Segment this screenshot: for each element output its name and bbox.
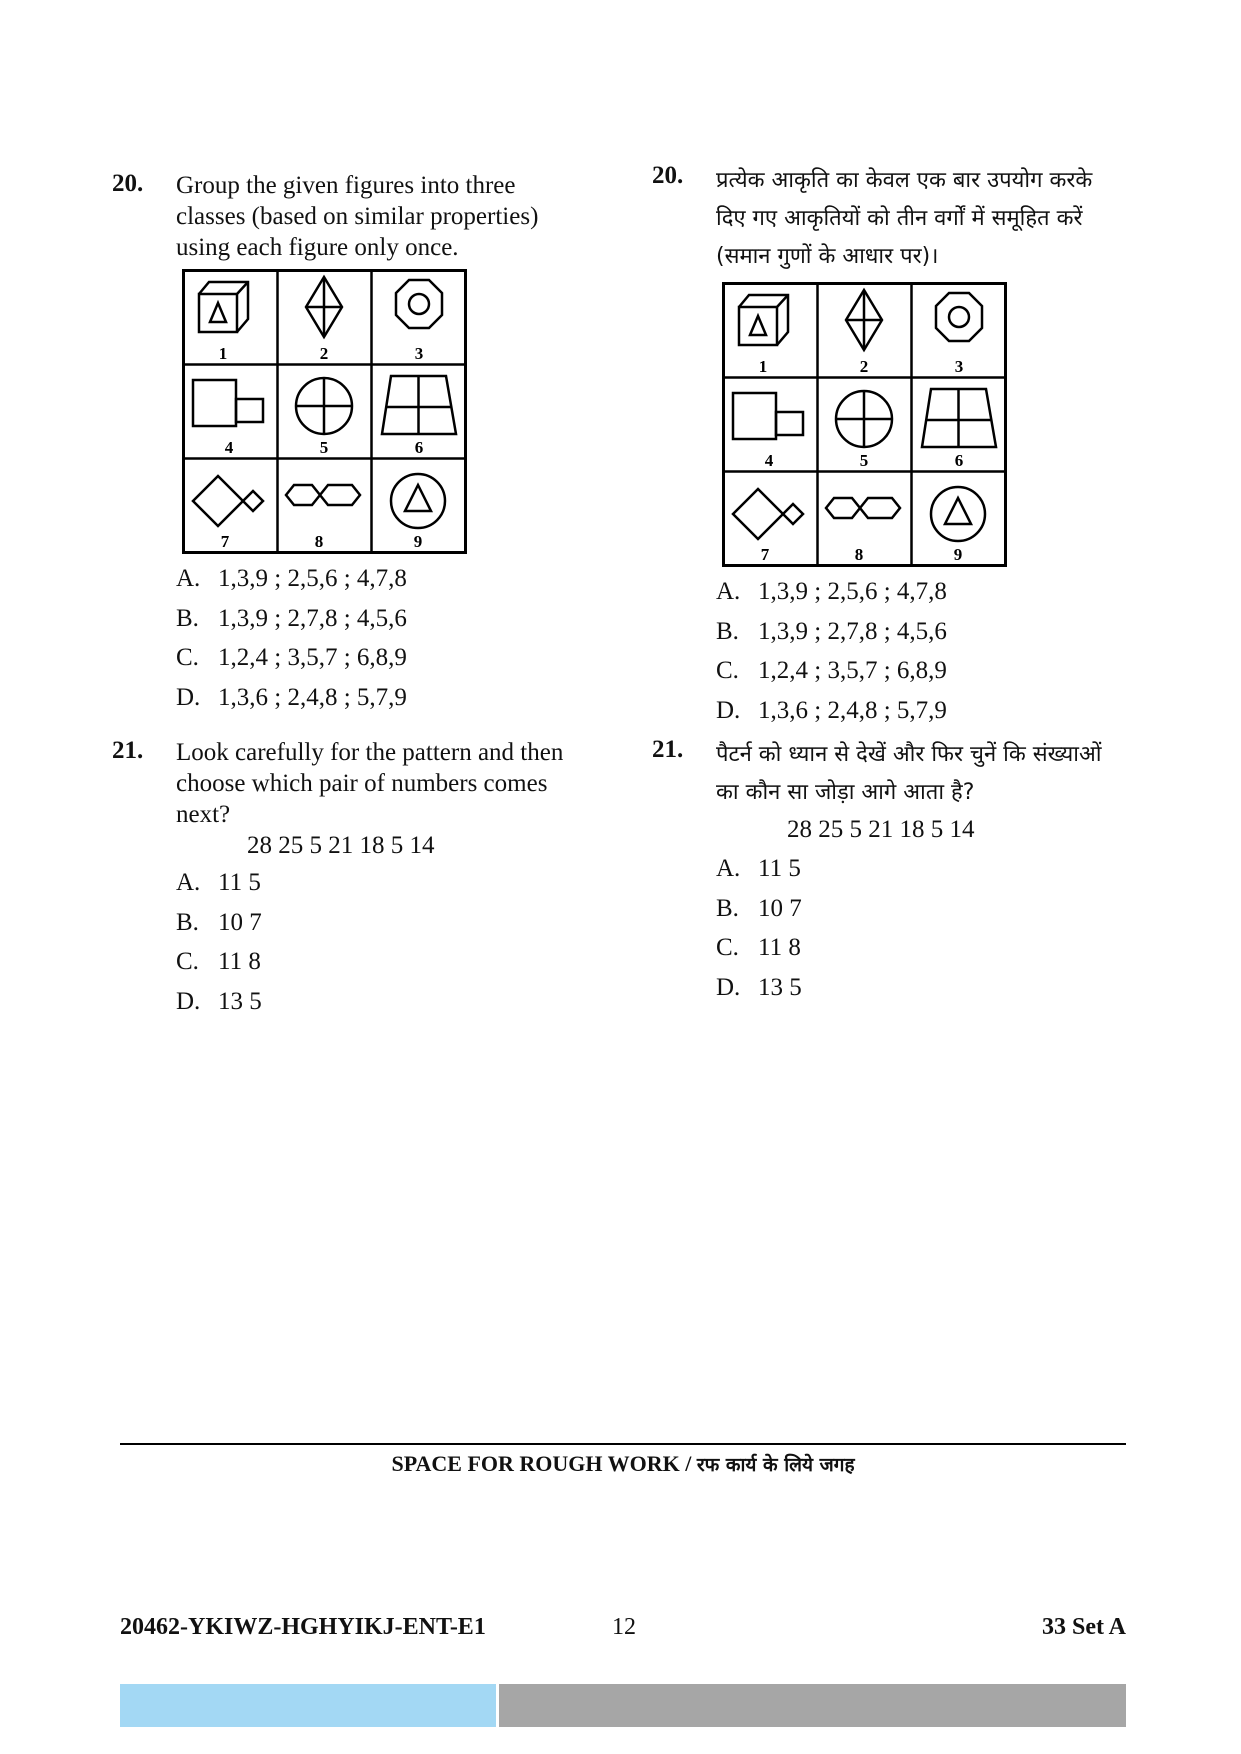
option-c[interactable]: C. 1,2,4 ; 3,5,7 ; 6,8,9 (176, 644, 407, 671)
question-line: Group the given figures into three (176, 172, 516, 199)
option-a[interactable]: A. 11 5 (716, 855, 801, 882)
option-a[interactable]: A. 1,3,9 ; 2,5,6 ; 4,7,8 (716, 578, 947, 605)
options-list (716, 849, 1132, 1007)
options-list (716, 572, 1132, 730)
option-d[interactable]: D. 1,3,6 ; 2,4,8 ; 5,7,9 (716, 696, 947, 724)
question-text (176, 737, 612, 830)
question-text (716, 162, 1132, 276)
question-text (716, 736, 1132, 812)
question-21-hi (652, 736, 1132, 1007)
question-number: 20. (652, 162, 684, 189)
option-b[interactable]: B. 10 7 (716, 894, 802, 922)
english-column (112, 170, 612, 1021)
footer-bar-gray (499, 1684, 1126, 1727)
option-b[interactable]: B. 1,3,9 ; 2,7,8 ; 4,5,6 (716, 617, 947, 645)
question-line: choose which pair of numbers comes (176, 770, 548, 797)
question-number: 21. (652, 736, 684, 763)
rough-work-divider (120, 1443, 1126, 1445)
question-text (176, 170, 612, 263)
question-number: 20. (112, 170, 144, 197)
option-c[interactable]: C. 1,2,4 ; 3,5,7 ; 6,8,9 (716, 657, 947, 684)
number-sequence: 28 25 5 21 18 5 14 (787, 816, 975, 843)
question-line: दिए गए आकृतियों को तीन वर्गों में समूहित करें (716, 206, 1083, 231)
options-list (176, 559, 612, 717)
option-b[interactable]: B. 1,3,9 ; 2,7,8 ; 4,5,6 (176, 604, 407, 632)
option-d[interactable]: D. 1,3,6 ; 2,4,8 ; 5,7,9 (176, 683, 407, 711)
question-line: using each figure only once. (176, 234, 459, 261)
question-line: का कौन सा जोड़ा आगे आता है? (716, 780, 975, 805)
hindi-column (652, 162, 1132, 1007)
question-line: (समान गुणों के आधार पर)। (716, 244, 939, 269)
question-number: 21. (112, 737, 144, 764)
option-a[interactable]: A. 11 5 (176, 869, 261, 896)
option-a[interactable]: A. 1,3,9 ; 2,5,6 ; 4,7,8 (176, 565, 407, 592)
question-21-en (112, 737, 612, 1021)
page-number: 12 (612, 1614, 636, 1640)
paper-code: 20462-YKIWZ-HGHYIKJ-ENT-E1 (120, 1614, 486, 1640)
options-list (176, 863, 612, 1021)
question-line: classes (based on similar properties) (176, 203, 539, 230)
option-c[interactable]: C. 11 8 (176, 948, 261, 975)
figure-grid (722, 282, 1132, 567)
figure-grid (182, 269, 612, 554)
question-line: next? (176, 801, 231, 828)
question-line: प्रत्येक आकृति का केवल एक बार उपयोग करके (716, 168, 1093, 193)
option-b[interactable]: B. 10 7 (176, 908, 262, 936)
question-line: पैटर्न को ध्यान से देखें और फिर चुनें कि संख्याओं (716, 742, 1102, 767)
option-d[interactable]: D. 13 5 (716, 973, 802, 1001)
question-20-hi (652, 162, 1132, 730)
option-d[interactable]: D. 13 5 (176, 987, 262, 1015)
set-label: 33 Set A (1042, 1614, 1126, 1640)
option-c[interactable]: C. 11 8 (716, 934, 801, 961)
number-sequence: 28 25 5 21 18 5 14 (247, 832, 435, 859)
rough-work-heading: SPACE FOR ROUGH WORK / रफ कार्य के लिये जगह (391, 1451, 855, 1476)
footer-bar-blue (120, 1684, 496, 1727)
question-line: Look carefully for the pattern and then (176, 739, 564, 766)
question-20-en (112, 170, 612, 717)
